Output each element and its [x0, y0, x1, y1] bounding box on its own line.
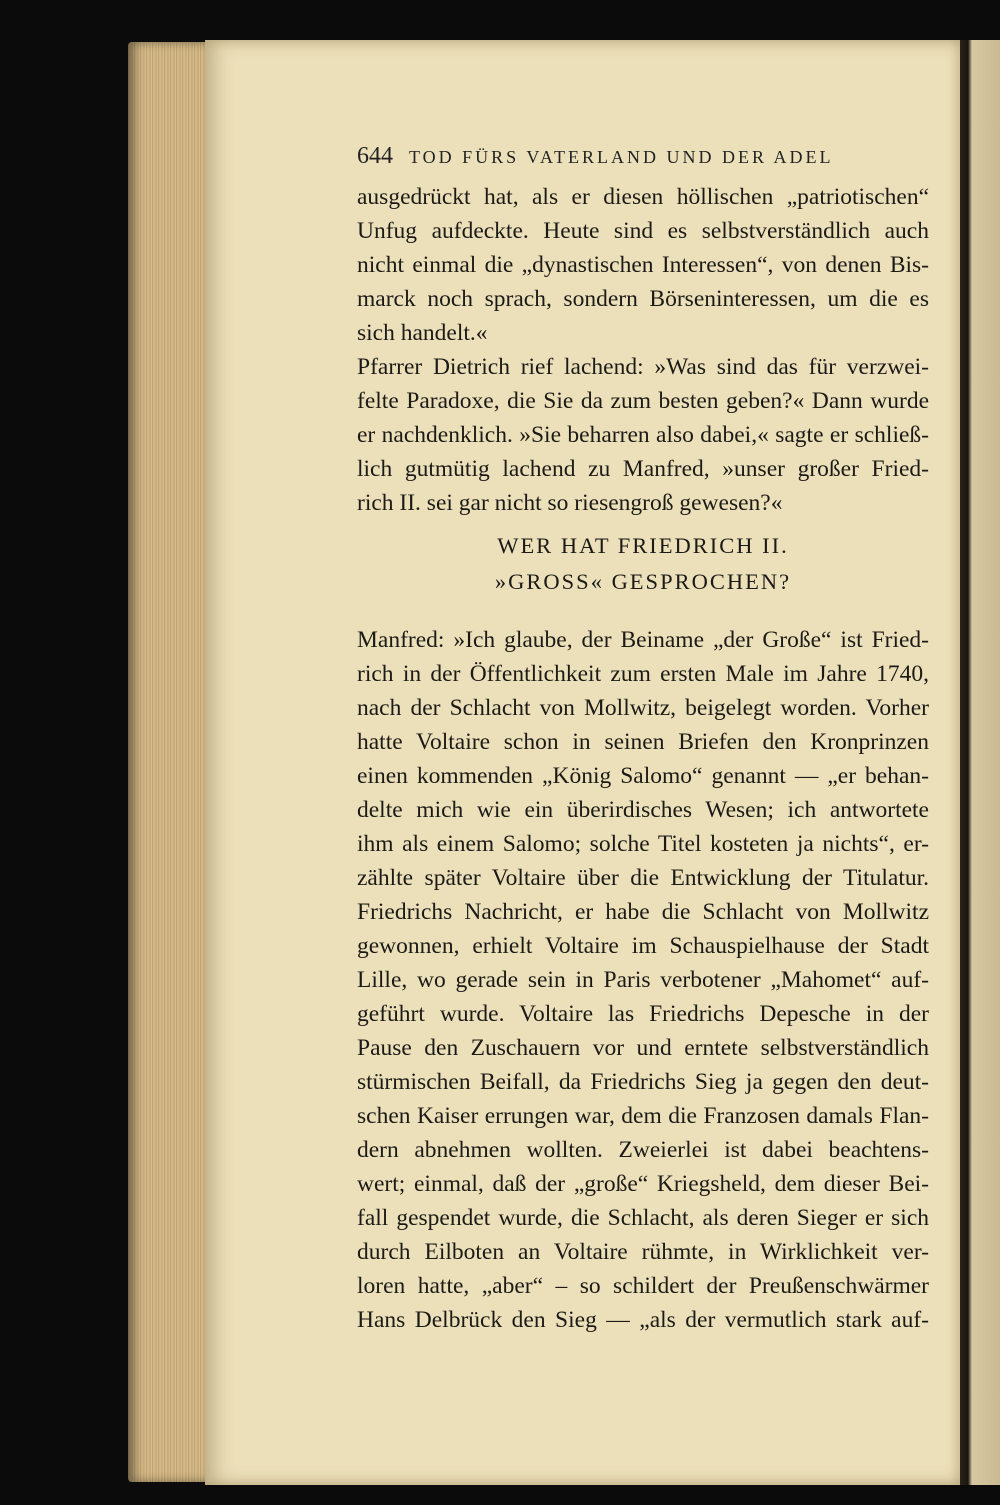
text-line: rich II. sei gar nicht so riesengroß gewesen?«: [357, 490, 783, 516]
text-line: geführt wurde. Voltaire las Friedrichs Depesche in der: [357, 1001, 929, 1027]
section-heading-line-1: WER HAT FRIEDRICH II.: [497, 533, 789, 558]
page-header: [357, 143, 937, 170]
text-line: hatte Voltaire schon in seinen Briefen den Kronprinzen: [357, 729, 929, 755]
text-line: nicht einmal die „dynastischen Interessen“, von denen Bis-: [357, 252, 929, 278]
text-line: durch Eilboten an Voltaire rühmte, in Wirklichkeit ver-: [357, 1239, 929, 1265]
paragraph-block-2: [357, 623, 929, 1337]
text-line: dern abnehmen wollten. Zweierlei ist dabei beachtens-: [357, 1137, 929, 1163]
text-line: felte Paradoxe, die Sie da zum besten geben?« Dann wurde: [357, 388, 929, 414]
text-line: Lille, wo gerade sein in Paris verbotener „Mahomet“ auf-: [357, 967, 929, 993]
text-line: Pfarrer Dietrich rief lachend: »Was sind das für verzwei-: [357, 354, 929, 380]
text-line: nach der Schlacht von Mollwitz, beigelegt worden. Vorher: [357, 695, 929, 721]
paragraph-block-1: [357, 180, 929, 520]
text-line: Hans Delbrück den Sieg — „als der vermutlich stark auf-: [357, 1307, 929, 1333]
text-line: stürmischen Beifall, da Friedrichs Sieg ja gegen den deut-: [357, 1069, 929, 1095]
text-line: zählte später Voltaire über die Entwicklung der Titulatur.: [357, 865, 929, 891]
text-line: fall gespendet wurde, die Schlacht, als deren Sieger er sich: [357, 1205, 929, 1231]
section-heading-line-2: »GROSS« GESPROCHEN?: [494, 569, 792, 594]
text-line: marck noch sprach, sondern Börseninteressen, um die es: [357, 286, 929, 312]
text-line: Friedrichs Nachricht, er habe die Schlacht von Mollwitz: [357, 899, 929, 925]
text-line: loren hatte, „aber“ – so schildert der Preußenschwärmer: [357, 1273, 929, 1299]
text-line: schen Kaiser errungen war, dem die Franzosen damals Flan-: [357, 1103, 929, 1129]
text-line: sich handelt.«: [357, 320, 488, 346]
text-line: er nachdenklich. »Sie beharren also dabei,« sagte er schließ-: [357, 422, 929, 448]
text-line: ausgedrückt hat, als er diesen höllischen „patriotischen“: [357, 184, 929, 210]
book-page-edges: [128, 42, 208, 1482]
page-number: 644: [357, 143, 393, 169]
text-line: ihm als einem Salomo; solche Titel kosteten ja nichts“, er-: [357, 831, 929, 857]
next-page-edge: [960, 40, 1000, 1485]
text-line: rich in der Öffentlichkeit zum ersten Male im Jahre 1740,: [357, 661, 929, 687]
text-line: Pause den Zuschauern vor und erntete selbstverständlich: [357, 1035, 929, 1061]
text-line: Manfred: »Ich glaube, der Beiname „der Große“ ist Fried-: [357, 627, 929, 653]
running-title: TOD FÜRS VATERLAND UND DER ADEL: [409, 147, 834, 167]
text-line: gewonnen, erhielt Voltaire im Schauspielhause der Stadt: [357, 933, 929, 959]
text-line: Unfug aufdeckte. Heute sind es selbstverständlich auch: [357, 218, 929, 244]
section-heading: [357, 528, 929, 600]
text-line: einen kommenden „König Salomo“ genannt — „er behan-: [357, 763, 929, 789]
text-line: wert; einmal, daß der „große“ Kriegsheld, dem dieser Bei-: [357, 1171, 929, 1197]
text-line: lich gutmütig lachend zu Manfred, »unser großer Fried-: [357, 456, 929, 482]
text-line: delte mich wie ein überirdisches Wesen; ich antwortete: [357, 797, 929, 823]
